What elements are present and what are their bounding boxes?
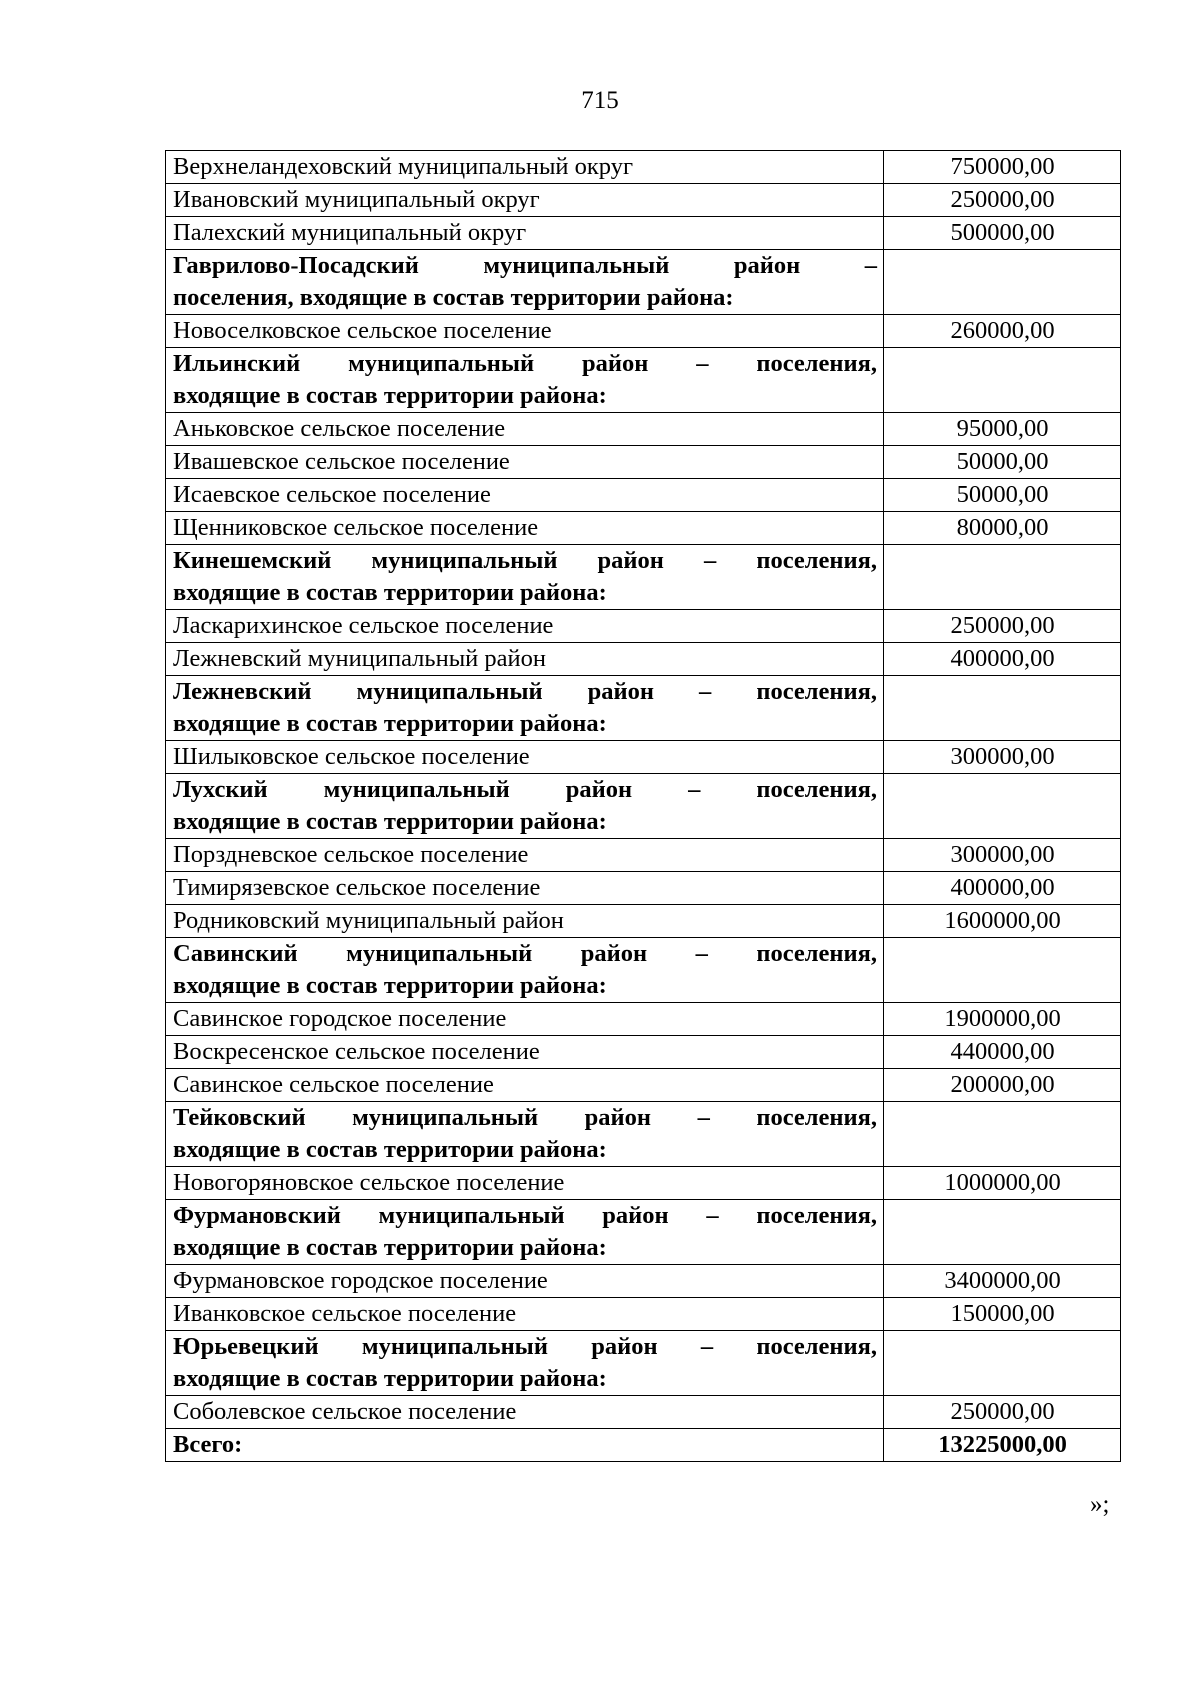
district-header-line: Ильинский муниципальный район – поселения, [173,350,877,377]
table-row [166,1396,1121,1429]
district-header-line: входящие в состав территории района: [173,710,607,737]
settlement-name: Воскресенское сельское поселение [166,1036,884,1069]
district-header-line: Гаврилово-Посадский муниципальный район – [173,252,877,279]
settlement-name: Ивановский муниципальный округ [166,184,884,217]
table-row [166,217,1121,250]
table-row [166,413,1121,446]
district-header-line: Кинешемский муниципальный район – поселения, [173,547,877,574]
amount-cell: 50000,00 [884,446,1121,479]
table-row [166,151,1121,184]
table-row [166,1298,1121,1331]
district-header-row [166,250,1121,315]
amount-cell [884,1200,1121,1265]
district-header-row [166,348,1121,413]
amount-cell [884,1331,1121,1396]
amount-cell [884,545,1121,610]
district-header-cell [166,545,884,610]
district-header-line: Тейковский муниципальный район – поселения, [173,1104,877,1131]
amount-cell: 250000,00 [884,184,1121,217]
district-header-line: входящие в состав территории района: [173,808,607,835]
total-amount: 13225000,00 [884,1429,1121,1462]
settlement-name: Палехский муниципальный округ [166,217,884,250]
district-header-cell [166,938,884,1003]
amount-cell: 150000,00 [884,1298,1121,1331]
table-row [166,643,1121,676]
district-header-cell [166,1200,884,1265]
amount-cell: 750000,00 [884,151,1121,184]
settlement-name: Исаевское сельское поселение [166,479,884,512]
amount-cell: 300000,00 [884,839,1121,872]
district-header-line: Лухский муниципальный район – поселения, [173,776,877,803]
district-header-line: входящие в состав территории района: [173,382,607,409]
district-header-cell [166,348,884,413]
amount-cell: 300000,00 [884,741,1121,774]
amount-cell: 400000,00 [884,643,1121,676]
amount-cell: 1600000,00 [884,905,1121,938]
district-header-line: Савинский муниципальный район – поселения, [173,940,877,967]
table-row [166,839,1121,872]
amount-cell: 250000,00 [884,1396,1121,1429]
amount-cell [884,348,1121,413]
district-header-row [166,1200,1121,1265]
amount-cell: 260000,00 [884,315,1121,348]
settlement-name: Верхнеландеховский муниципальный округ [166,151,884,184]
amount-cell: 400000,00 [884,872,1121,905]
amount-cell: 1900000,00 [884,1003,1121,1036]
settlement-name: Тимирязевское сельское поселение [166,872,884,905]
settlement-name: Родниковский муниципальный район [166,905,884,938]
settlement-name: Порздневское сельское поселение [166,839,884,872]
table-row [166,610,1121,643]
table-row [166,1265,1121,1298]
settlement-name: Соболевское сельское поселение [166,1396,884,1429]
table-row [166,1003,1121,1036]
total-row [166,1429,1121,1462]
amount-cell [884,250,1121,315]
amount-cell: 95000,00 [884,413,1121,446]
amount-cell: 80000,00 [884,512,1121,545]
district-header-line: поселения, входящие в состав территории района: [173,284,734,311]
table-row [166,512,1121,545]
district-header-row [166,676,1121,741]
district-header-line: Лежневский муниципальный район – поселения, [173,678,877,705]
settlement-name: Щенниковское сельское поселение [166,512,884,545]
table-row [166,446,1121,479]
district-header-cell [166,676,884,741]
amount-cell: 1000000,00 [884,1167,1121,1200]
settlement-name: Аньковское сельское поселение [166,413,884,446]
amount-cell: 500000,00 [884,217,1121,250]
settlement-name: Ивашевское сельское поселение [166,446,884,479]
closing-quote-mark: »; [1090,1491,1110,1518]
amount-cell [884,774,1121,839]
table-row [166,184,1121,217]
district-header-row [166,1331,1121,1396]
district-header-row [166,1102,1121,1167]
district-header-line: входящие в состав территории района: [173,972,607,999]
amount-cell: 440000,00 [884,1036,1121,1069]
district-header-line: входящие в состав территории района: [173,1234,607,1261]
settlement-name: Шилыковское сельское поселение [166,741,884,774]
district-header-row [166,774,1121,839]
settlement-name: Новоселковское сельское поселение [166,315,884,348]
table-row [166,1036,1121,1069]
district-header-line: входящие в состав территории района: [173,579,607,606]
district-header-line: входящие в состав территории района: [173,1365,607,1392]
district-header-row [166,545,1121,610]
total-label: Всего: [166,1429,884,1462]
table-row [166,741,1121,774]
settlement-name: Савинское сельское поселение [166,1069,884,1102]
district-header-line: входящие в состав территории района: [173,1136,607,1163]
district-header-line: Фурмановский муниципальный район – поселения, [173,1202,877,1229]
district-header-cell [166,1331,884,1396]
district-header-row [166,938,1121,1003]
amount-cell [884,938,1121,1003]
district-header-cell [166,250,884,315]
amount-cell: 50000,00 [884,479,1121,512]
district-header-cell [166,1102,884,1167]
settlement-name: Лежневский муниципальный район [166,643,884,676]
settlement-name: Фурмановское городское поселение [166,1265,884,1298]
table-row [166,872,1121,905]
table-row [166,479,1121,512]
page-number: 715 [581,87,619,114]
allocation-table [165,150,1121,1462]
amount-cell: 250000,00 [884,610,1121,643]
settlement-name: Иванковское сельское поселение [166,1298,884,1331]
table-row [166,1069,1121,1102]
amount-cell: 200000,00 [884,1069,1121,1102]
settlement-name: Новогоряновское сельское поселение [166,1167,884,1200]
settlement-name: Ласкарихинское сельское поселение [166,610,884,643]
table-row [166,315,1121,348]
table-row [166,905,1121,938]
district-header-cell [166,774,884,839]
district-header-line: Юрьевецкий муниципальный район – поселения, [173,1333,877,1360]
allocation-table-body [166,151,1121,1462]
amount-cell [884,676,1121,741]
settlement-name: Савинское городское поселение [166,1003,884,1036]
amount-cell: 3400000,00 [884,1265,1121,1298]
amount-cell [884,1102,1121,1167]
table-row [166,1167,1121,1200]
